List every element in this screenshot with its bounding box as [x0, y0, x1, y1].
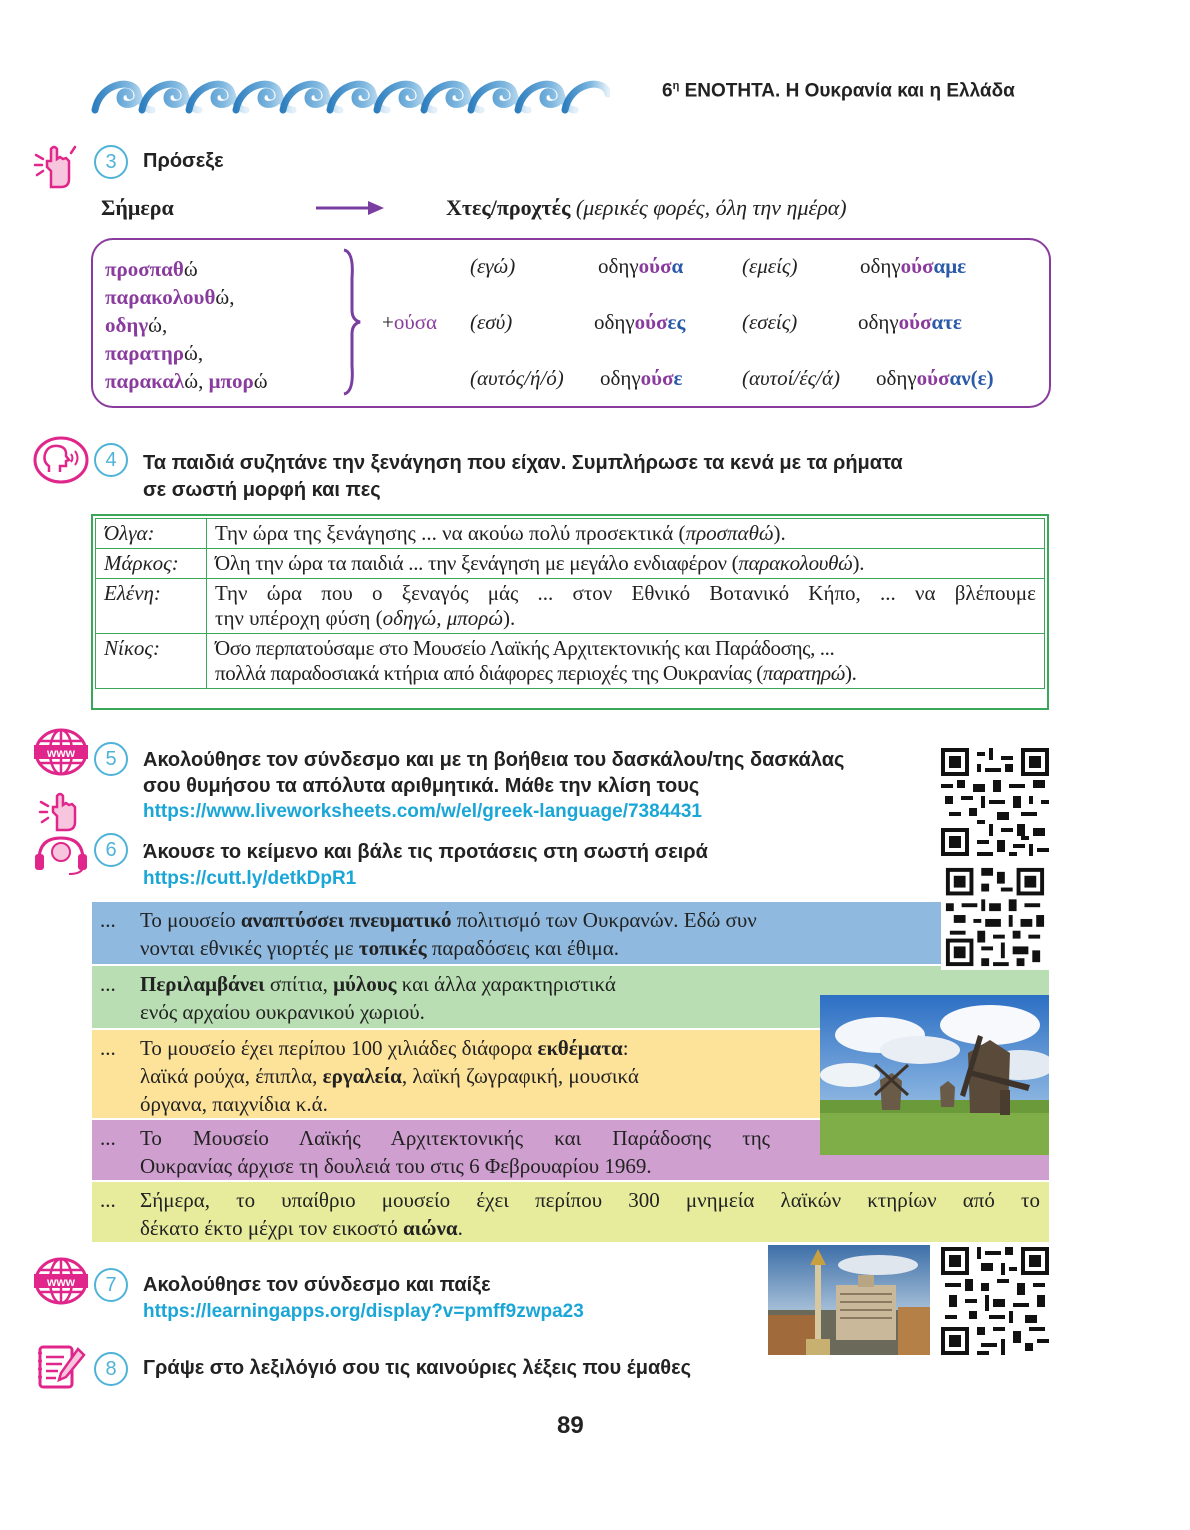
blank-dots: ... [100, 1126, 116, 1150]
task-5-instruction [143, 747, 844, 799]
sentence-cell: Όσο περπατούσαμε στο Μουσείο Λαϊκής Αρχιτεκτονικής και Παράδοσης, ... πολλά παραδοσιακά κτήρια από διάφορες περιοχές της Ουκρανίας (παρατηρώ). [207, 634, 1045, 689]
notebook-pencil-icon [36, 1343, 88, 1391]
sentence-text: Το μουσείο αναπτύσσει πνευματικό πολιτισμό των Ουκρανών. Εδώ συν νονται εθνικές γιορτές με τοπικές παραδόσεις και έθιμα. [140, 908, 757, 960]
pronoun: (αυτοί/ές/ά) [742, 366, 840, 390]
task-4-line-2: σε σωστή μορφή και πες [143, 479, 381, 501]
sentence-cell: Όλη την ώρα τα παιδιά ... την ξενάγηση με μεγάλο ενδιαφέρον (παρακολουθώ). [207, 549, 1045, 579]
pronoun: (αυτός/ή/ό) [470, 366, 564, 390]
table-row [96, 519, 1045, 549]
task-8-number: 8 [94, 1352, 128, 1386]
blank-dots: ... [100, 1188, 116, 1212]
form: οδηγούσα [598, 254, 684, 278]
sentence-text: Σήμερα, το υπαίθριο μουσείο έχει περίπου 300 μνημεία λαϊκών κτηρίων από το δέκατο έκτο μέχρι τον εικοστό αιώνα. [140, 1188, 1040, 1240]
suffix-label: +ούσα [382, 310, 438, 334]
speaker-cell: Νίκος: [96, 634, 207, 689]
speaking-head-icon [33, 436, 89, 484]
speaker-cell: Ελένη: [96, 579, 207, 634]
dialogue-table [95, 518, 1045, 689]
form: οδηγούσαν(ε) [876, 366, 994, 390]
windmill-museum-photo [820, 995, 1049, 1155]
unit-title-text: ΕΝΟΤΗΤΑ. Η Ουκρανία και η Ελλάδα [679, 80, 1015, 102]
form: οδηγούσαμε [860, 254, 967, 278]
unit-sup: η [672, 80, 680, 92]
task-4-line-1: Τα παιδιά συζητάνε την ξενάγηση που είχαν. Συμπλήρωσε τα κενά με τα ρήματα [143, 452, 903, 474]
attention-hand-icon [33, 143, 81, 189]
table-row [96, 634, 1045, 689]
listening-icon [33, 790, 89, 876]
learningapps-link[interactable]: https://learningapps.org/display?v=pmff9zwpa23 [143, 1301, 584, 1322]
verb-item: παρακαλώ, μπορώ [105, 369, 268, 393]
unit-title [662, 80, 1015, 102]
verb-item: προσπαθώ [105, 257, 198, 281]
task-7-number: 7 [94, 1268, 128, 1302]
www-globe-icon [33, 728, 89, 776]
wave-decoration [90, 72, 610, 117]
brace-icon [340, 248, 364, 396]
sentence-text: Το Μουσείο Λαϊκής Αρχιτεκτονικής και Παράδοσης της Ουκρανίας άρχισε τη δουλειά του στις 6 Φεβρουαρίου 1969. [140, 1126, 770, 1178]
verb-list [105, 255, 268, 395]
blank-dots: ... [100, 1036, 116, 1060]
table-row [96, 549, 1045, 579]
task-5-line-1: Ακολούθησε τον σύνδεσμο και με τη βοήθεια του δασκάλου/της δασκάλας [143, 749, 845, 771]
unit-number: 6 [662, 80, 673, 102]
speaker-cell: Όλγα: [96, 519, 207, 549]
task-8-title: Γράψε στο λεξιλόγιό σου τις καινούριες λέξεις που έμαθες [143, 1357, 691, 1379]
liveworksheets-link[interactable]: https://www.liveworksheets.com/w/el/greek-language/7384431 [143, 801, 702, 822]
task-5-number: 5 [94, 742, 128, 776]
form: οδηγούσε [600, 366, 683, 390]
pronoun: (εμείς) [742, 254, 798, 278]
pronoun: (εσύ) [470, 310, 513, 334]
task-4-number: 4 [94, 443, 128, 477]
page-number: 89 [557, 1412, 584, 1439]
qr-code-1[interactable] [941, 748, 1049, 856]
qr-code-2[interactable] [941, 864, 1049, 970]
sentence-band-5[interactable] [92, 1182, 1049, 1242]
www-globe-icon [33, 1257, 89, 1305]
yesterday-heading [446, 195, 847, 221]
yesterday-note: (μερικές φορές, όλη την ημέρα) [575, 195, 847, 220]
form: οδηγούσατε [858, 310, 962, 334]
pronoun: (εσείς) [742, 310, 798, 334]
task-3-title: Πρόσεξε [143, 150, 224, 172]
pronoun: (εγώ) [470, 254, 516, 278]
sentence-cell: Την ώρα που ο ξεναγός μάς ... στον Εθνικό Βοτανικό Κήπο, ... να βλέπουμε την υπέροχη φύση (οδηγώ, μπορώ). [207, 579, 1045, 634]
yesterday-label: Χτες/προχτές [446, 195, 571, 220]
verb-item: παρακολουθώ, [105, 285, 235, 309]
task-7-title: Ακολούθησε τον σύνδεσμο και παίξε [143, 1274, 491, 1296]
dialogue-table-frame [91, 514, 1049, 710]
sentence-cell: Την ώρα της ξενάγησης ... να ακούω πολύ προσεκτικά (προσπαθώ). [207, 519, 1045, 549]
today-label: Σήμερα [101, 195, 174, 220]
speaker-cell: Μάρκος: [96, 549, 207, 579]
form: οδηγούσες [594, 310, 686, 334]
arrow-right-icon [316, 199, 386, 217]
task-6-title: Άκουσε το κείμενο και βάλε τις προτάσεις στη σωστή σειρά [143, 841, 708, 863]
sentence-text: Το μουσείο έχει περίπου 100 χιλιάδες διάφορα εκθέματα: λαϊκά ρούχα, έπιπλα, εργαλεία, λαϊκή ζωγραφική, μουσικά όργανα, παιχνίδια κ.ά. [140, 1036, 639, 1116]
blank-dots: ... [100, 972, 116, 996]
task-3-number: 3 [94, 145, 128, 179]
sentence-band-1[interactable] [92, 902, 1049, 964]
svg-text:www: www [46, 1275, 76, 1289]
verb-item: παρατηρώ, [105, 341, 204, 365]
sentence-text: Περιλαμβάνει σπίτια, μύλους και άλλα χαρακτηριστικά ενός αρχαίου ουκρανικού χωριού. [140, 972, 616, 1024]
task-6-number: 6 [94, 833, 128, 867]
task-5-line-2: σου θυμήσου τα απόλυτα αριθμητικά. Μάθε την κλίση τους [143, 775, 700, 797]
task-4-instruction [143, 450, 903, 504]
cuttly-link[interactable]: https://cutt.ly/detkDpR1 [143, 868, 357, 889]
svg-text:www: www [46, 746, 76, 760]
kyiv-square-photo [768, 1245, 930, 1355]
qr-code-3[interactable] [941, 1247, 1049, 1355]
blank-dots: ... [100, 908, 116, 932]
verb-item: οδηγώ, [105, 313, 168, 337]
table-row [96, 579, 1045, 634]
